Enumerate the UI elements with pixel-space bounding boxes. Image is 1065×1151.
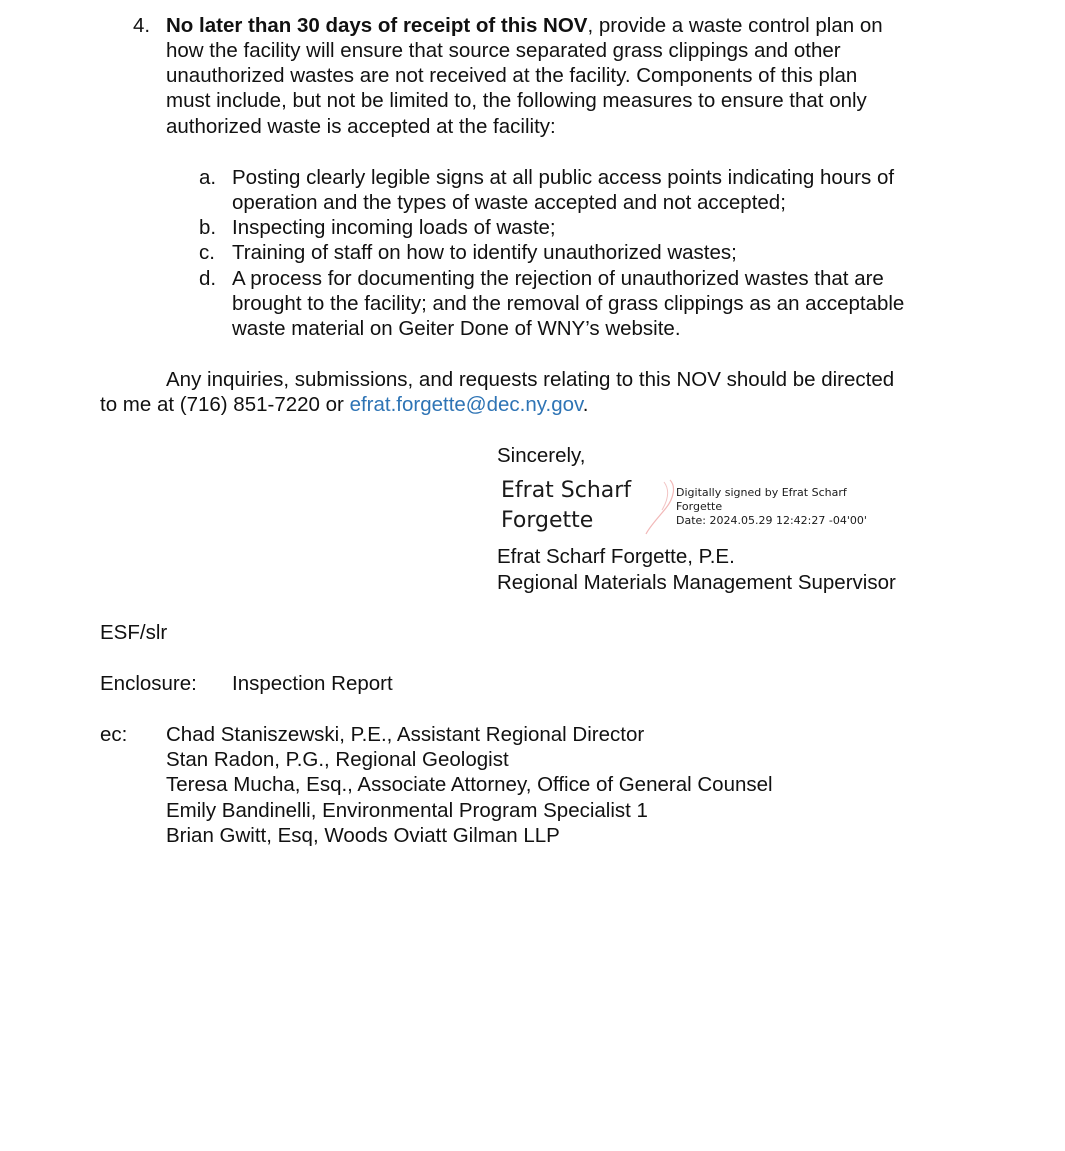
measure-c-line-1: Training of staff on how to identify unauthorized wastes; <box>232 241 737 264</box>
signature-name-line-1: Efrat Scharf <box>501 478 632 503</box>
email-link[interactable]: efrat.forgette@dec.ny.gov <box>349 393 583 416</box>
measure-d-letter: d. <box>199 267 217 290</box>
measure-d-line-1: A process for documenting the rejection of unauthorized wastes that are <box>232 267 884 290</box>
measure-b-letter: b. <box>199 216 217 239</box>
measure-b-line-1: Inspecting incoming loads of waste; <box>232 216 556 239</box>
measure-a-letter: a. <box>199 166 217 189</box>
measure-c-letter: c. <box>199 241 215 264</box>
item-4-bold-lead: No later than 30 days of receipt of this NOV <box>166 14 588 37</box>
signer-name: Efrat Scharf Forgette, P.E. <box>497 545 735 568</box>
digital-signature-line-1: Digitally signed by Efrat Scharf <box>676 486 847 499</box>
item-4-line-5: authorized waste is accepted at the facility: <box>166 115 556 138</box>
inquiries-line-1: Any inquiries, submissions, and requests relating to this NOV should be directed <box>166 368 895 391</box>
measure-d-line-3: waste material on Geiter Done of WNY’s website. <box>232 317 681 340</box>
measure-a-line-2: operation and the types of waste accepted and not accepted; <box>232 191 786 214</box>
item-4-line-1 <box>166 13 883 38</box>
ec-recipient: Brian Gwitt, Esq, Woods Oviatt Gilman LLP <box>166 824 560 847</box>
item-4-line-4: must include, but not be limited to, the following measures to ensure that only <box>166 89 867 112</box>
inquiries-suffix: . <box>582 393 589 416</box>
ec-recipient: Teresa Mucha, Esq., Associate Attorney, Office of General Counsel <box>166 773 773 796</box>
ec-recipient: Stan Radon, P.G., Regional Geologist <box>166 748 509 771</box>
reference-initials: ESF/slr <box>100 621 168 644</box>
inquiries-line-2 <box>100 392 588 417</box>
signature-name-line-2: Forgette <box>501 508 594 533</box>
signature-flourish-icon <box>640 478 680 538</box>
inquiries-phone-text: to me at (716) 851-7220 or <box>100 393 350 416</box>
ec-recipient: Emily Bandinelli, Environmental Program Specialist 1 <box>166 799 648 822</box>
digital-signature-date: Date: 2024.05.29 12:42:27 -04'00' <box>676 514 867 527</box>
item-4-line-1-rest: , provide a waste control plan on <box>587 14 883 37</box>
digital-signature-line-2: Forgette <box>676 500 723 513</box>
ec-recipient: Chad Staniszewski, P.E., Assistant Regional Director <box>166 723 645 746</box>
ec-label: ec: <box>100 723 128 746</box>
item-4-line-2: how the facility will ensure that source separated grass clippings and other <box>166 39 841 62</box>
item-4-line-3: unauthorized wastes are not received at the facility. Components of this plan <box>166 64 858 87</box>
measure-a-line-1: Posting clearly legible signs at all public access points indicating hours of <box>232 166 895 189</box>
enclosure-value: Inspection Report <box>232 672 393 695</box>
item-4-number: 4. <box>133 14 151 37</box>
salutation: Sincerely, <box>497 444 586 467</box>
enclosure-label: Enclosure: <box>100 672 197 695</box>
measure-d-line-2: brought to the facility; and the removal of grass clippings as an acceptable <box>232 292 905 315</box>
signer-title: Regional Materials Management Supervisor <box>497 571 896 594</box>
